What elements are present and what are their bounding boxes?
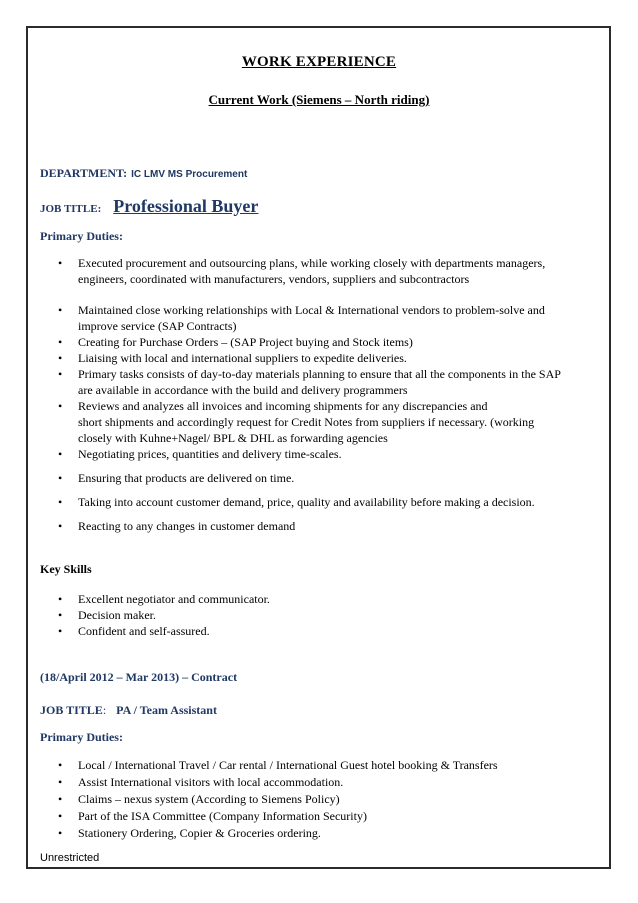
- bullet-icon: •: [58, 592, 63, 606]
- job-title-label-2: JOB TITLE: [40, 703, 103, 717]
- bullet-icon: •: [58, 335, 63, 349]
- job-title-line-2: [40, 701, 217, 719]
- duty-item: short shipments and accordingly request for Credit Notes from suppliers if necessary. (working: [78, 415, 535, 429]
- duty-item: Reviews and analyzes all invoices and incoming shipments for any discrepancies and: [78, 399, 488, 413]
- bullet-icon: •: [58, 399, 63, 413]
- skill-item: Excellent negotiator and communicator.: [78, 592, 270, 606]
- duty-item: engineers, coordinated with manufacturers, vendors, suppliers and subcontractors: [78, 272, 470, 286]
- primary-duties-heading-2: Primary Duties:: [40, 730, 123, 744]
- bullet-icon: •: [58, 826, 63, 840]
- page-title: WORK EXPERIENCE: [241, 54, 397, 70]
- bullet-icon: •: [58, 303, 63, 317]
- duty-item: closely with Kuhne+Nagel/ BPL & DHL as forwarding agencies: [78, 431, 388, 445]
- bullet-icon: •: [58, 758, 63, 772]
- classification-footer: Unrestricted: [40, 852, 100, 864]
- department-line: [40, 164, 247, 182]
- bullet-icon: •: [58, 624, 63, 638]
- bullet-icon: •: [58, 809, 63, 823]
- bullet-icon: •: [58, 495, 63, 509]
- job-title-value-2: PA / Team Assistant: [116, 703, 217, 717]
- current-work-heading: Current Work (Siemens – North riding): [208, 92, 430, 107]
- bullet-icon: •: [58, 351, 63, 365]
- duty-item: Part of the ISA Committee (Company Information Security): [78, 809, 367, 823]
- bullet-icon: •: [58, 792, 63, 806]
- duty-item: Assist International visitors with local accommodation.: [78, 775, 344, 789]
- duty-item: Reacting to any changes in customer demand: [78, 519, 296, 533]
- duty-item: Primary tasks consists of day-to-day materials planning to ensure that all the components in the SAP: [78, 367, 561, 381]
- duty-item: improve service (SAP Contracts): [78, 319, 237, 333]
- bullet-icon: •: [58, 519, 63, 533]
- primary-duties-heading: Primary Duties:: [40, 229, 123, 243]
- duty-item: Stationery Ordering, Copier & Groceries ordering.: [78, 826, 321, 840]
- bullet-icon: •: [58, 608, 63, 622]
- job-title-colon-2: :: [102, 703, 107, 717]
- duty-item: Negotiating prices, quantities and delivery time-scales.: [78, 447, 342, 461]
- duty-item: Taking into account customer demand, price, quality and availability before making a decision.: [78, 495, 535, 509]
- bullet-icon: •: [58, 256, 63, 270]
- skill-item: Decision maker.: [78, 608, 156, 622]
- bullet-icon: •: [58, 447, 63, 461]
- duty-item: Local / International Travel / Car rental / International Guest hotel booking & Transfers: [78, 758, 498, 772]
- duty-item: Liaising with local and international suppliers to expedite deliveries.: [78, 351, 407, 365]
- duty-item: are available in accordance with the build and delivery programmers: [78, 383, 408, 397]
- bullet-icon: •: [58, 775, 63, 789]
- job-title-label: JOB TITLE:: [40, 203, 102, 215]
- key-skills-heading: Key Skills: [40, 562, 92, 576]
- job-title-line: [40, 196, 258, 217]
- department-value: IC LMV MS Procurement: [131, 169, 248, 180]
- duty-item: Claims – nexus system (According to Siemens Policy): [78, 792, 340, 806]
- duty-item: Creating for Purchase Orders – (SAP Project buying and Stock items): [78, 335, 413, 349]
- duty-item: Ensuring that products are delivered on time.: [78, 471, 295, 485]
- job-title-value: Professional Buyer: [113, 196, 259, 216]
- duty-item: Maintained close working relationships with Local & International vendors to problem-solve and: [78, 303, 545, 317]
- duty-item: Executed procurement and outsourcing plans, while working closely with departments managers,: [78, 256, 546, 270]
- skill-item: Confident and self-assured.: [78, 624, 210, 638]
- bullet-icon: •: [58, 471, 63, 485]
- contract-period: (18/April 2012 – Mar 2013) – Contract: [40, 670, 238, 684]
- bullet-icon: •: [58, 367, 63, 381]
- department-label: DEPARTMENT:: [40, 166, 128, 180]
